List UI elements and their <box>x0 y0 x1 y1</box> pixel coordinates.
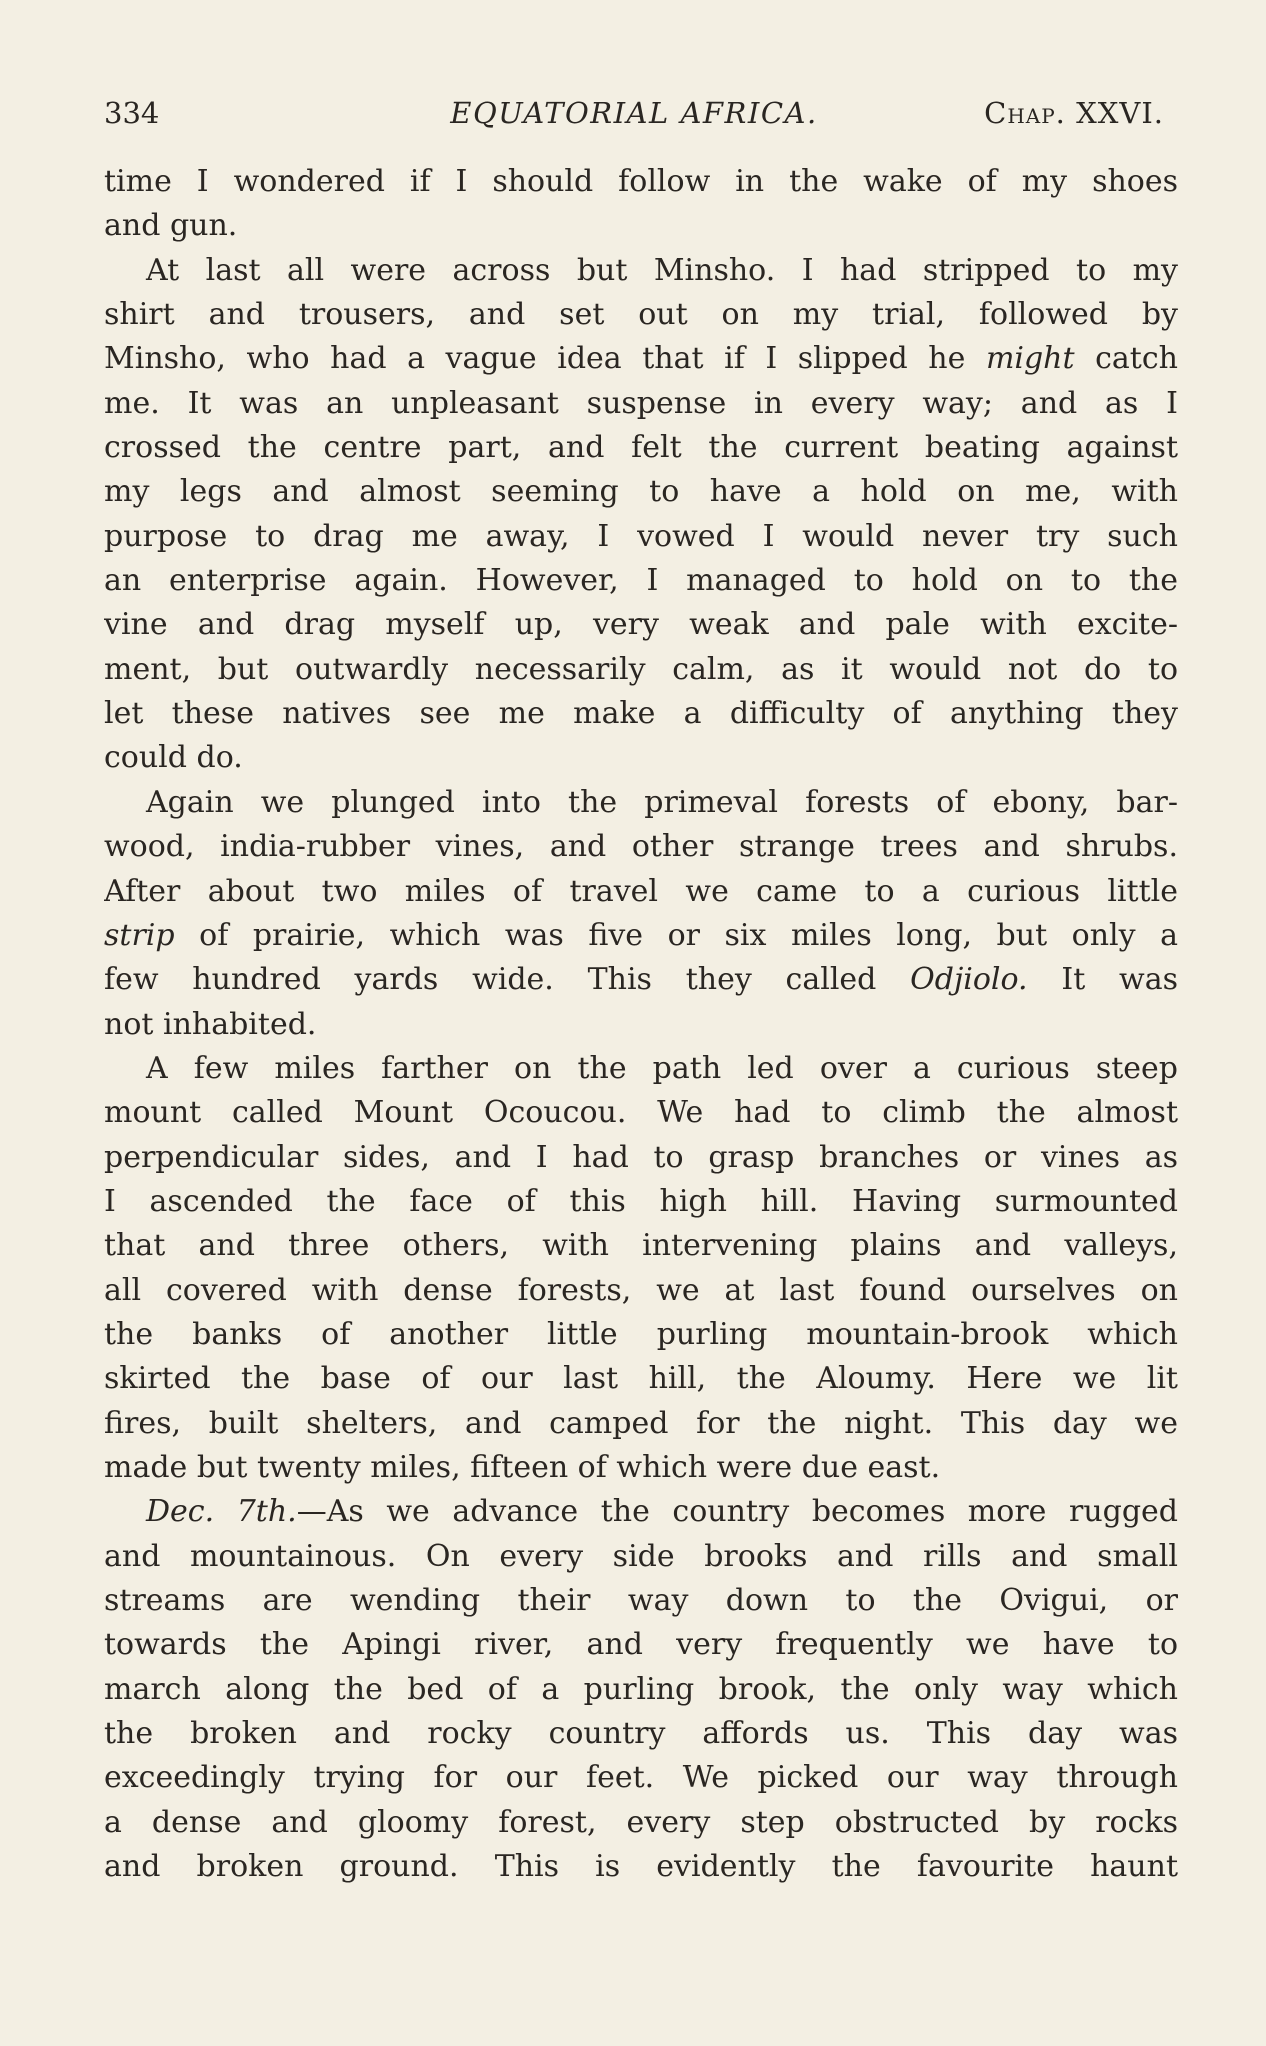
line-text: the banks of another little purling mountain-brook which <box>104 1316 1178 1352</box>
text-line <box>104 426 1178 470</box>
line-text: At last all were across but Minsho. I had stripped to my <box>146 252 1178 288</box>
line-text-continued: catch <box>1074 341 1178 377</box>
line-text: me. It was an unpleasant suspense in every way; and as I <box>104 385 1178 421</box>
line-text: Minsho, who had a vague idea that if I slipped he <box>104 341 986 377</box>
line-text: let these natives see me make a difficulty of anything they <box>104 696 1178 732</box>
line-text: streams are wending their way down to the Ovigui, or <box>104 1583 1178 1618</box>
body-text <box>104 160 1178 1889</box>
line-text: all covered with dense forests, we at last found ourselves on <box>104 1272 1178 1308</box>
line-text: perpendicular sides, and I had to grasp branches or vines as <box>104 1139 1178 1175</box>
text-line <box>104 1091 1178 1135</box>
text-line <box>104 1756 1178 1800</box>
line-text: ment, but outwardly necessarily calm, as it would not do to <box>104 651 1178 687</box>
page-number: 334 <box>104 96 160 130</box>
line-text: and gun. <box>104 208 238 244</box>
book-title: EQUATORIAL AFRICA. <box>450 96 818 130</box>
line-text: a dense and gloomy forest, every step obstructed by rocks <box>104 1804 1178 1840</box>
text-line <box>104 160 1178 204</box>
line-text: could do. <box>104 740 243 776</box>
line-text: After about two miles of travel we came to a curious little <box>104 873 1178 909</box>
text-line <box>104 1490 1178 1534</box>
text-line <box>104 1003 1178 1047</box>
line-text: made but twenty miles, fifteen of which were due east. <box>104 1449 941 1485</box>
line-text: towards the Apingi river, and very frequently we have to <box>104 1627 1178 1663</box>
line-text: Again we plunged into the primeval forests of ebony, bar- <box>146 784 1178 820</box>
line-text: purpose to drag me away, I vowed I would never try such <box>104 518 1178 554</box>
line-text-continued: of prairie, which was five or six miles long, but only a <box>174 917 1178 953</box>
text-line <box>104 781 1178 825</box>
text-line <box>104 1180 1178 1224</box>
italic-text: strip <box>104 917 175 953</box>
line-text: I ascended the face of this high hill. Having surmounted <box>104 1183 1178 1219</box>
line-text: the broken and rocky country affords us. This day was <box>104 1716 1178 1752</box>
line-text: and broken ground. This is evidently the favourite haunt <box>104 1849 1178 1885</box>
line-text: exceedingly trying for our feet. We picked our way through <box>104 1760 1178 1796</box>
text-line <box>104 603 1178 647</box>
text-line <box>104 1623 1178 1667</box>
text-line <box>104 1357 1178 1401</box>
text-line <box>104 515 1178 559</box>
text-line <box>104 1313 1178 1357</box>
text-line <box>104 249 1178 293</box>
text-line <box>104 1269 1178 1313</box>
text-line <box>104 736 1178 780</box>
text-line <box>104 1668 1178 1712</box>
chapter-reference: Chap. XXVI. <box>984 96 1164 130</box>
text-line <box>104 559 1178 603</box>
italic-text: might <box>985 341 1075 377</box>
text-line <box>104 204 1178 248</box>
text-line <box>104 1402 1178 1446</box>
text-line <box>104 382 1178 426</box>
text-line <box>104 337 1178 381</box>
line-text: few hundred yards wide. This they called <box>104 962 911 998</box>
text-line <box>104 1446 1178 1490</box>
line-text: wood, india-rubber vines, and other strange trees and shrubs. <box>104 829 1178 865</box>
line-text: and mountainous. On every side brooks and rills and small <box>104 1538 1178 1574</box>
line-text: time I wondered if I should follow in the wake of my shoes <box>104 164 1178 199</box>
line-text: crossed the centre part, and felt the current beating against <box>104 430 1178 466</box>
line-text: an enterprise again. However, I managed to hold on to the <box>104 563 1178 599</box>
line-text: mount called Mount Ocoucou. We had to climb the almost <box>104 1095 1178 1131</box>
line-text: fires, built shelters, and camped for the night. This day we <box>104 1405 1178 1441</box>
text-line <box>104 648 1178 692</box>
text-line <box>104 470 1178 514</box>
line-text: shirt and trousers, and set out on my trial, followed by <box>104 297 1178 333</box>
line-text: skirted the base of our last hill, the Aloumy. Here we lit <box>104 1361 1178 1397</box>
text-line <box>104 870 1178 914</box>
running-head <box>104 92 1164 134</box>
text-line <box>104 293 1178 337</box>
line-text: A few miles farther on the path led over a curious steep <box>146 1050 1178 1086</box>
text-line <box>104 1845 1178 1889</box>
text-line <box>104 1579 1178 1623</box>
italic-text: Dec. 7th. <box>146 1494 297 1530</box>
text-line <box>104 1224 1178 1268</box>
text-line <box>104 958 1178 1002</box>
text-line <box>104 914 1178 958</box>
line-text-continued: —As we advance the country becomes more rugged <box>296 1494 1178 1530</box>
text-line <box>104 1712 1178 1756</box>
text-line <box>104 1047 1178 1091</box>
text-line <box>104 1801 1178 1845</box>
line-text-continued: It was <box>1027 962 1178 998</box>
text-line <box>104 1136 1178 1180</box>
text-line <box>104 1535 1178 1579</box>
line-text: vine and drag myself up, very weak and pale with excite- <box>104 607 1178 643</box>
line-text: that and three others, with intervening plains and valleys, <box>104 1228 1178 1264</box>
text-line <box>104 692 1178 736</box>
line-text: not inhabited. <box>104 1006 317 1042</box>
line-text: my legs and almost seeming to have a hold on me, with <box>104 474 1178 510</box>
italic-text: Odjiolo. <box>910 962 1028 998</box>
text-line <box>104 825 1178 869</box>
line-text: march along the bed of a purling brook, the only way which <box>104 1671 1178 1707</box>
